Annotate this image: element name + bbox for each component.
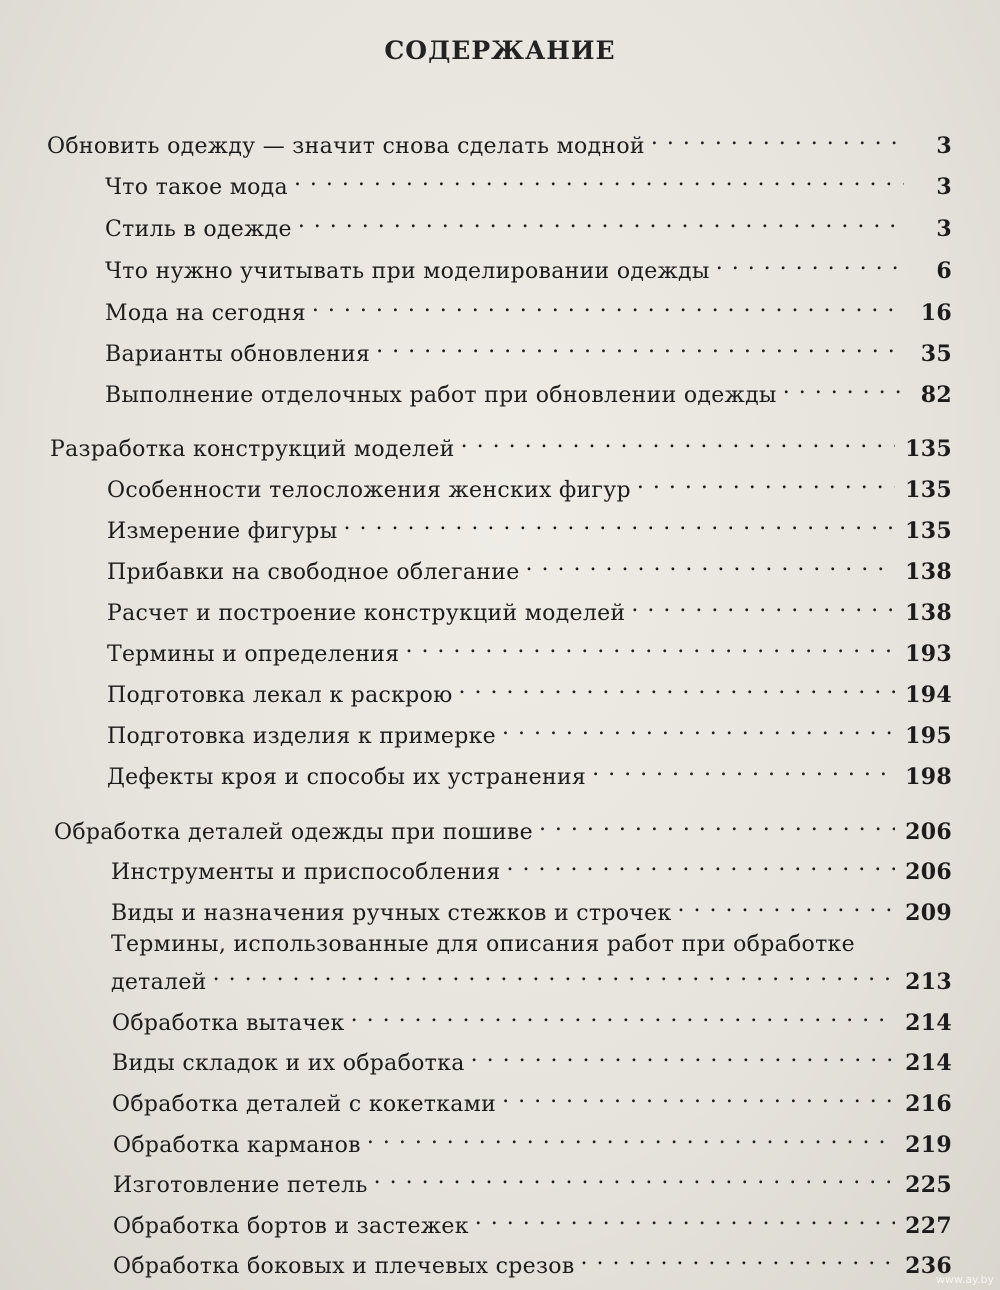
toc-page-number: 206 bbox=[905, 819, 952, 845]
toc-item-label: Подготовка лекал к раскрою bbox=[107, 683, 453, 708]
toc-item bbox=[107, 467, 952, 503]
toc-leader-dots bbox=[526, 549, 896, 579]
toc-item-label: Стиль в одежде bbox=[105, 217, 292, 242]
toc-item-label: Термины и определения bbox=[107, 642, 400, 667]
toc-page-number: 3 bbox=[936, 174, 952, 200]
toc-leader-dots bbox=[298, 206, 904, 236]
toc-section-3 bbox=[54, 809, 952, 845]
toc-page-number: 198 bbox=[905, 764, 952, 790]
toc-item-label-line1: Термины, использованные для описания работ при обработке bbox=[111, 932, 855, 957]
toc-page-number: 214 bbox=[905, 1010, 952, 1036]
toc-page-number: 135 bbox=[905, 436, 952, 462]
toc-item-label: Расчет и построение конструкций моделей bbox=[107, 601, 626, 626]
toc-page-number: 213 bbox=[905, 969, 952, 995]
toc-item bbox=[107, 508, 952, 544]
toc-leader-dots bbox=[351, 1000, 896, 1030]
toc-item bbox=[107, 754, 952, 790]
toc-leader-dots bbox=[374, 1162, 896, 1192]
toc-item bbox=[113, 1122, 952, 1158]
toc-leader-dots bbox=[213, 959, 896, 989]
toc-item bbox=[107, 713, 952, 749]
toc-item bbox=[113, 1203, 952, 1239]
toc-item-label: Обработка бортов и застежек bbox=[113, 1214, 469, 1239]
toc-item-label: Обработка деталей с кокетками bbox=[112, 1092, 497, 1117]
toc-page-number: 219 bbox=[905, 1132, 952, 1158]
toc-item-label: Измерение фигуры bbox=[107, 519, 338, 544]
toc-item bbox=[107, 631, 952, 667]
toc-page-number: 3 bbox=[936, 216, 952, 242]
toc-item bbox=[112, 1040, 952, 1076]
toc-item-label: Подготовка изделия к примерке bbox=[107, 724, 496, 749]
toc-item-label: Что нужно учитывать при моделировании одежды bbox=[105, 259, 710, 284]
toc-item bbox=[105, 206, 952, 242]
toc-page-number: 35 bbox=[920, 341, 952, 367]
toc-leader-dots bbox=[637, 467, 895, 497]
toc-leader-dots bbox=[507, 849, 896, 879]
toc-item-label: Обработка карманов bbox=[113, 1133, 361, 1158]
toc-item bbox=[113, 1162, 952, 1198]
toc-page-number: 138 bbox=[905, 600, 952, 626]
toc-item-label: Выполнение отделочных работ при обновлении одежды bbox=[105, 383, 777, 408]
toc-leader-dots bbox=[783, 372, 904, 402]
toc-leader-dots bbox=[344, 508, 896, 538]
toc-leader-dots bbox=[592, 754, 895, 784]
toc-page-number: 236 bbox=[905, 1253, 952, 1279]
toc-item bbox=[105, 164, 952, 200]
toc-page-number: 82 bbox=[920, 382, 952, 408]
toc-item bbox=[112, 1000, 952, 1036]
toc-item-label: Виды складок и их обработка bbox=[112, 1051, 465, 1076]
toc-leader-dots bbox=[631, 590, 895, 620]
toc-item-label: Изготовление петель bbox=[113, 1173, 368, 1198]
toc-leader-dots bbox=[716, 248, 904, 278]
toc-item bbox=[107, 549, 952, 585]
toc-section-1 bbox=[47, 123, 952, 159]
toc-leader-dots bbox=[312, 290, 904, 320]
toc-page-number: 206 bbox=[905, 859, 952, 885]
toc-page-number: 16 bbox=[920, 300, 952, 326]
toc-item bbox=[105, 331, 952, 367]
toc-page-number: 193 bbox=[905, 641, 952, 667]
toc-page-number: 209 bbox=[905, 900, 952, 926]
toc-section-2 bbox=[50, 426, 952, 462]
toc-section-label: Обработка деталей одежды при пошиве bbox=[54, 820, 533, 845]
toc-leader-dots bbox=[475, 1203, 895, 1233]
toc-leader-dots bbox=[376, 331, 904, 361]
toc-item-label: деталей bbox=[111, 970, 207, 995]
toc-leader-dots bbox=[367, 1122, 895, 1152]
page-title: СОДЕРЖАНИЕ bbox=[384, 36, 616, 65]
toc-item-label: Варианты обновления bbox=[105, 342, 371, 367]
toc-item-label: Дефекты кроя и способы их устранения bbox=[107, 765, 587, 790]
toc-item-label: Обработка боковых и плечевых срезов bbox=[113, 1254, 575, 1279]
toc-item-label: Прибавки на свободное облегание bbox=[107, 560, 520, 585]
toc-item bbox=[111, 849, 952, 885]
toc-leader-dots bbox=[678, 890, 896, 920]
toc-page-number: 3 bbox=[936, 133, 952, 159]
toc-page-number: 6 bbox=[936, 258, 952, 284]
toc-leader-dots bbox=[651, 123, 904, 153]
toc-item-label: Виды и назначения ручных стежков и строчек bbox=[111, 901, 672, 926]
toc-page-number: 216 bbox=[905, 1091, 952, 1117]
toc-item-label: Инструменты и приспособления bbox=[111, 860, 501, 885]
toc-item bbox=[105, 248, 952, 284]
toc-leader-dots bbox=[502, 713, 895, 743]
toc-page-number: 227 bbox=[905, 1213, 952, 1239]
toc-page-number: 225 bbox=[905, 1172, 952, 1198]
toc-leader-dots bbox=[581, 1243, 896, 1273]
toc-item-label: Особенности телосложения женских фигур bbox=[107, 478, 631, 503]
toc-item-label: Что такое мода bbox=[105, 175, 288, 200]
toc-item bbox=[112, 1081, 952, 1117]
toc-page-number: 135 bbox=[905, 518, 952, 544]
toc-leader-dots bbox=[459, 672, 896, 702]
toc-leader-dots bbox=[539, 809, 895, 839]
toc-item bbox=[111, 890, 952, 926]
toc-item bbox=[105, 372, 952, 408]
toc-item bbox=[113, 1243, 952, 1279]
toc-page-number: 194 bbox=[905, 682, 952, 708]
toc-page-number: 138 bbox=[905, 559, 952, 585]
toc-item-label: Мода на сегодня bbox=[105, 301, 306, 326]
toc-item bbox=[111, 959, 952, 995]
toc-leader-dots bbox=[502, 1081, 895, 1111]
toc-page-number: 135 bbox=[905, 477, 952, 503]
toc-section-label: Разработка конструкций моделей bbox=[50, 437, 455, 462]
toc-item-label: Обработка вытачек bbox=[112, 1011, 345, 1036]
toc-leader-dots bbox=[471, 1040, 896, 1070]
toc-page-number: 195 bbox=[905, 723, 952, 749]
toc-item bbox=[105, 290, 952, 326]
toc-item bbox=[107, 672, 952, 708]
toc-leader-dots bbox=[461, 426, 896, 456]
toc-leader-dots bbox=[294, 164, 904, 194]
toc-leader-dots bbox=[405, 631, 895, 661]
toc-page-number: 214 bbox=[905, 1050, 952, 1076]
toc-item bbox=[107, 590, 952, 626]
watermark: www.ay.by bbox=[935, 1273, 994, 1286]
toc-section-label: Обновить одежду — значит снова сделать модной bbox=[47, 134, 645, 159]
